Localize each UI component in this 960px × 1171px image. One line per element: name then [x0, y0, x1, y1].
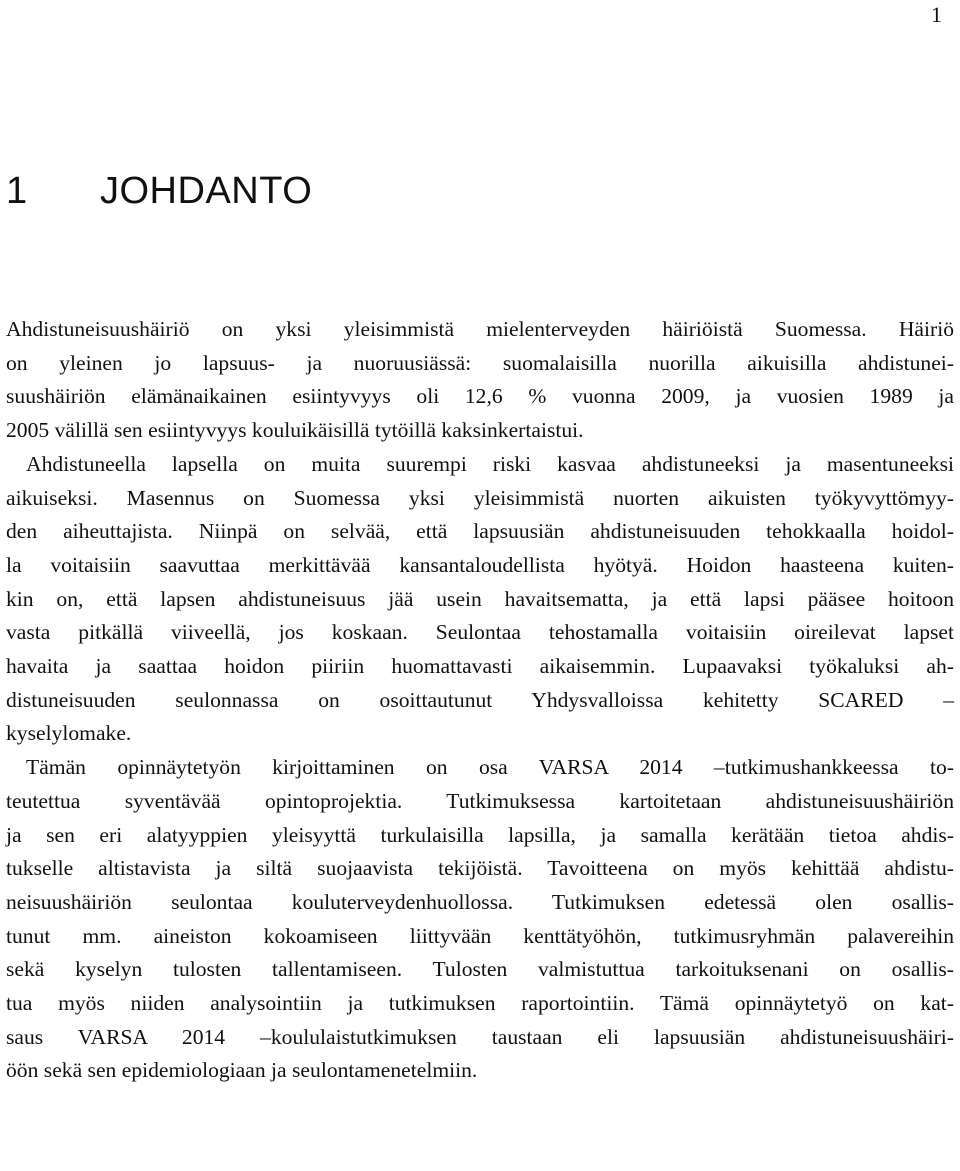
- text-line: tunut mm. aineiston kokoamiseen liittyvään kenttätyöhön, tutkimusryhmän palavereihin: [6, 923, 954, 948]
- text-line: tua myös niiden analysointiin ja tutkimuksen raportointiin. Tämä opinnäytetyö on kat-: [6, 991, 954, 1016]
- text-line: on yleinen jo lapsuus- ja nuoruusiässä: suomalaisilla nuorilla aikuisilla ahdistunei-: [6, 350, 954, 375]
- chapter-heading: [6, 166, 312, 216]
- text-line: den aiheuttajista. Niinpä on selvää, että lapsuusiän ahdistuneisuuden tehokkaalla hoidol-: [6, 519, 954, 544]
- text-line: Ahdistuneella lapsella on muita suurempi riski kasvaa ahdistuneeksi ja masentuneeksi: [26, 451, 954, 476]
- text-line: suushäiriön elämänaikainen esiintyvyys oli 12,6 % vuonna 2009, ja vuosien 1989 ja: [6, 384, 954, 409]
- text-line: Ahdistuneisuushäiriö on yksi yleisimmistä mielenterveyden häiriöistä Suomessa. Häiriö: [6, 317, 954, 341]
- page-number: 1: [931, 2, 942, 27]
- text-line: distuneisuuden seulonnassa on osoittautunut Yhdysvalloissa kehitetty SCARED –: [6, 687, 954, 712]
- text-line: öön sekä sen epidemiologiaan ja seulontamenetelmiin.: [6, 1058, 478, 1083]
- text-line: la voitaisiin saavuttaa merkittävää kansantaloudellista hyötyä. Hoidon haasteena kuiten-: [6, 552, 954, 577]
- text-line: aikuiseksi. Masennus on Suomessa yksi yleisimmistä nuorten aikuisten työkyvyttömyy-: [6, 485, 954, 510]
- text-line: 2005 välillä sen esiintyvyys kouluikäisillä tytöillä kaksinkertaistui.: [6, 418, 584, 443]
- text-line: havaita ja saattaa hoidon piiriin huomattavasti aikaisemmin. Lupaavaksi työkaluksi ah-: [6, 654, 954, 679]
- paragraph-3: [6, 751, 954, 1088]
- text-line: Tämän opinnäytetyön kirjoittaminen on osa VARSA 2014 –tutkimushankkeessa to-: [26, 755, 954, 780]
- body-text: [6, 313, 954, 1088]
- text-line: tukselle altistavista ja siltä suojaavista tekijöistä. Tavoitteena on myös kehittää ahdistu-: [6, 856, 954, 881]
- text-line: neisuushäiriön seulontaa kouluterveydenhuollossa. Tutkimuksen edetessä olen osallis-: [6, 889, 954, 914]
- text-line: kyselylomake.: [6, 721, 132, 746]
- text-line: kin on, että lapsen ahdistuneisuus jää usein havaitsematta, ja että lapsi pääsee hoitoon: [6, 586, 954, 611]
- text-line: saus VARSA 2014 –koululaistutkimuksen taustaan eli lapsuusiän ahdistuneisuushäiri-: [6, 1024, 954, 1049]
- text-line: teutettua syventävää opintoprojektia. Tutkimuksessa kartoitetaan ahdistuneisuushäiriön: [6, 788, 954, 813]
- paragraph-1: [6, 313, 954, 448]
- text-line: sekä kyselyn tulosten tallentamiseen. Tulosten valmistuttua tarkoituksenani on osallis-: [6, 957, 954, 982]
- text-line: vasta pitkällä viiveellä, jos koskaan. Seulontaa tehostamalla voitaisiin oireilevat lapset: [6, 620, 954, 645]
- chapter-number: 1: [6, 170, 28, 212]
- chapter-title: JOHDANTO: [100, 170, 313, 212]
- text-line: ja sen eri alatyyppien yleisyyttä turkulaisilla lapsilla, ja samalla kerätään tietoa ahdis-: [6, 822, 954, 847]
- paragraph-2: [6, 448, 954, 751]
